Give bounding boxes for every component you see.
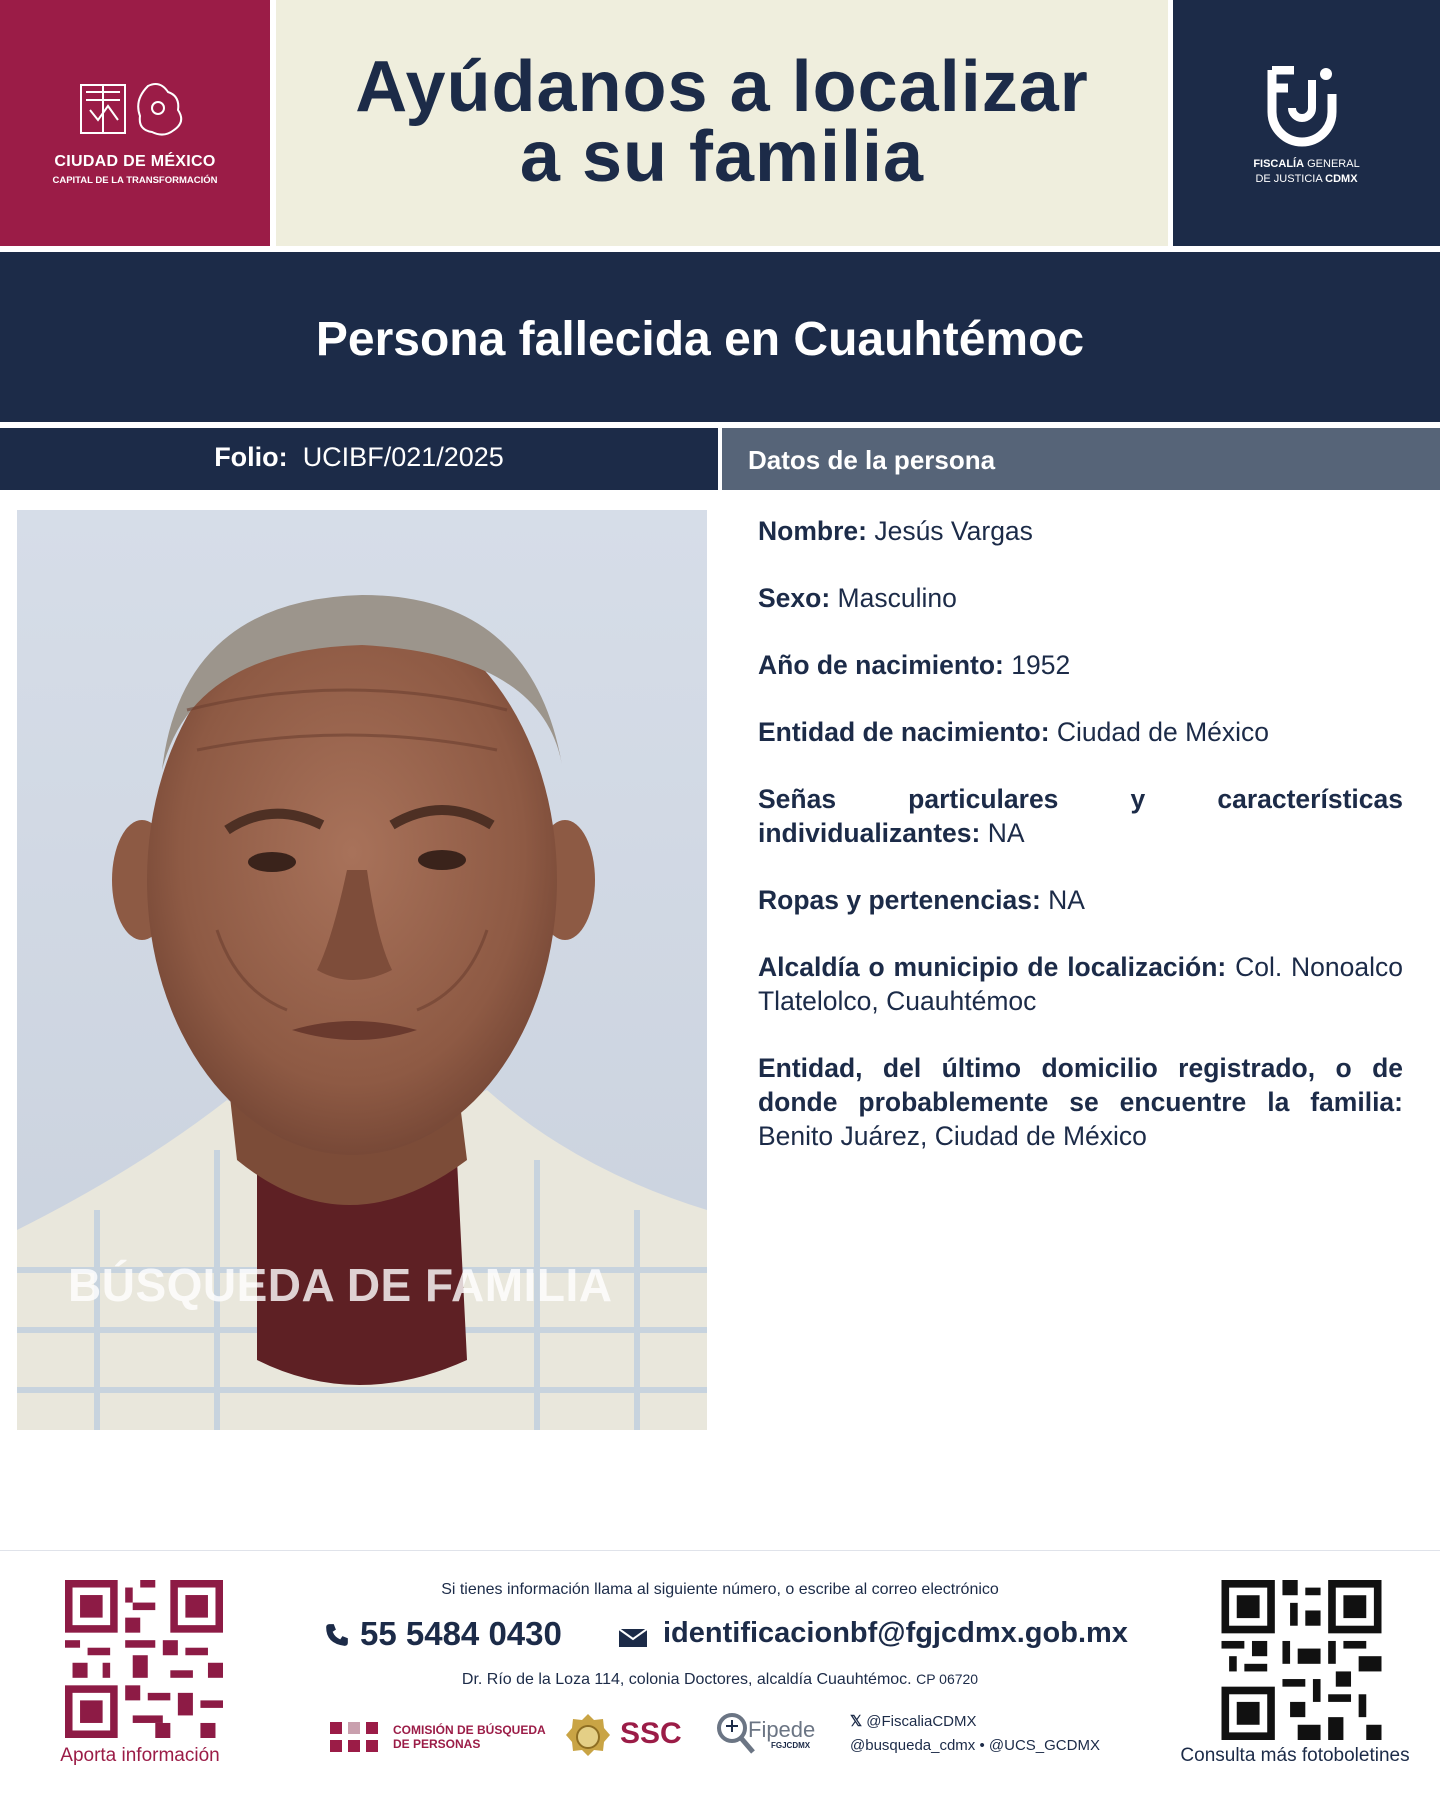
headline-line-2: a su familia [519,117,925,197]
contact-intro: Si tienes información llama al siguiente número, o escribe al correo electrónico [441,1581,999,1598]
detail-ultimo-domicilio: Entidad, del último domicilio registrado, o de donde probablemente se encuentre la familia: Benito Juárez, Ciudad de México [758,1053,1403,1151]
social-handles[interactable]: @busqueda_cdmx • @UCS_GCDMX [850,1737,1100,1754]
detail-nombre: Nombre: Jesús Vargas [758,516,1033,546]
detail-ropas: Ropas y pertenencias: NA [758,885,1085,915]
fgj-name-line-2: DE JUSTICIA CDMX [1255,173,1358,185]
cbp-logo-icon [328,1720,382,1756]
qr-fotoboletines-caption[interactable]: Consulta más fotoboletines [1180,1745,1410,1766]
folio [0,442,718,473]
headline [276,47,1168,197]
email-icon [618,1628,648,1648]
qr-code-aporta[interactable] [65,1580,223,1738]
fgj-logo-text [1262,68,1342,69]
phone-icon [324,1620,350,1650]
fgj-emblem-icon [1262,66,1342,154]
detail-entidad-nacimiento: Entidad de nacimiento: Ciudad de México [758,717,1270,747]
qr-code-fotoboletines[interactable] [1220,1580,1383,1740]
x-logo-icon: 𝕏 [850,1713,863,1730]
datos-header: Datos de la persona [748,445,996,475]
cdmx-name: CIUDAD DE MÉXICO [54,153,216,170]
detail-sexo: Sexo: Masculino [758,583,957,613]
ssc-badge-icon [566,1713,610,1761]
folio-label: Folio: [214,442,288,472]
detail-alcaldia: Alcaldía o municipio de localización: Col. Nonoalco Tlatelolco, Cuauhtémoc [758,952,1403,1016]
headline-line-1: Ayúdanos a localizar [355,47,1089,127]
fgj-name-line-1: FISCALÍA GENERAL [1253,158,1360,170]
fipede-logo-subtext: FGJCDMX [771,1741,811,1750]
office-address: Dr. Río de la Loza 114, colonia Doctores, alcaldía Cuauhtémoc. CP 06720 [461,1671,979,1688]
photo-watermark: BÚSQUEDA DE FAMILIA [68,1259,613,1311]
social-x-handle[interactable]: 𝕏 @FiscaliaCDMX [850,1713,977,1730]
detail-senas: Señas particulares y características individualizantes: NA [758,784,1403,848]
person-details [758,514,1403,1186]
cbp-logo-text: COMISIÓN DE BÚSQUEDA DE PERSONAS [393,1723,546,1751]
qr-aporta-caption[interactable]: Aporta información [60,1745,220,1766]
ssc-logo-text: SSC [620,1717,682,1750]
cdmx-tagline: CAPITAL DE LA TRANSFORMACIÓN [52,175,218,186]
email-address[interactable]: identificacionbf@fgjcdmx.gob.mx [663,1617,1128,1649]
phone-number[interactable]: 55 5484 0430 [360,1615,562,1652]
folio-value: UCIBF/021/2025 [302,442,504,472]
cdmx-emblem-icon [78,80,198,140]
footer-divider [0,1550,1440,1551]
page-title: Persona fallecida en Cuauhtémoc [315,313,1085,366]
detail-ano-nacimiento: Año de nacimiento: 1952 [758,650,1071,680]
fipede-logo-text: Fipede [748,1717,816,1742]
